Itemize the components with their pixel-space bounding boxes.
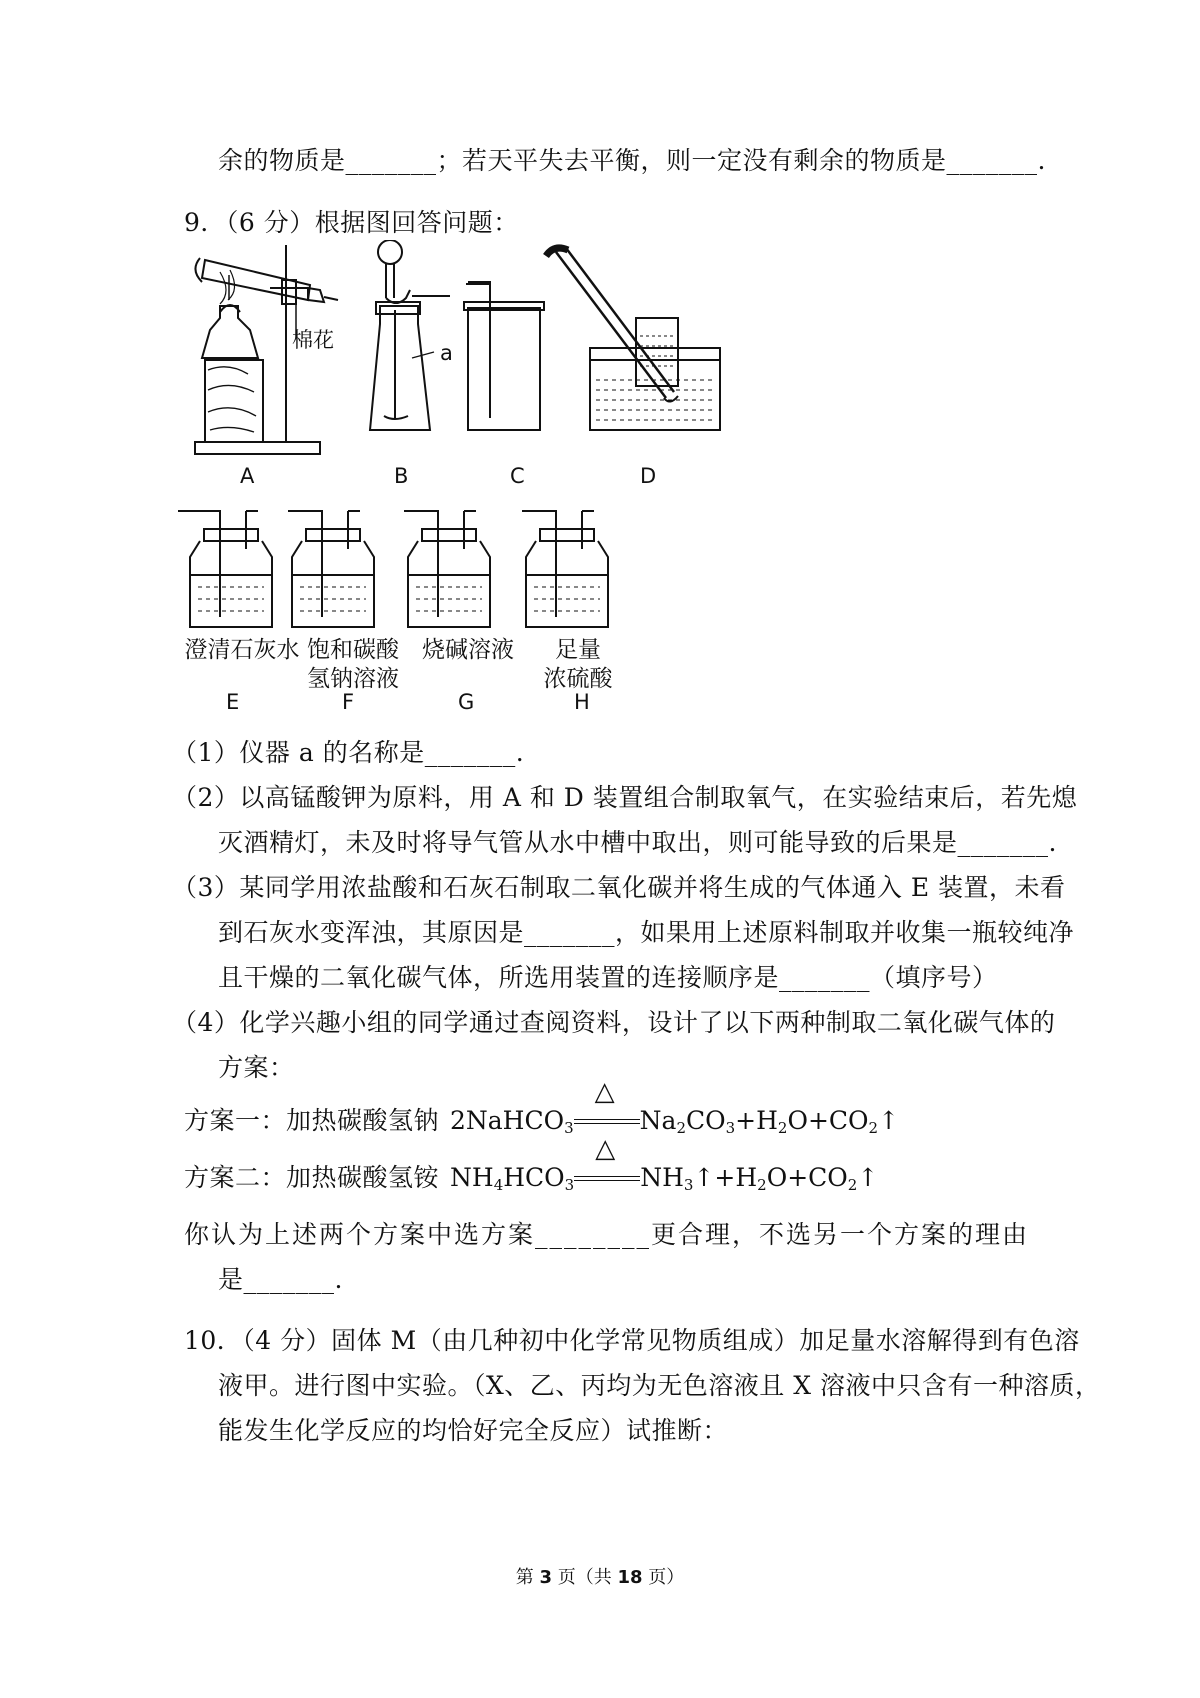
bottle-G-label: 烧碱溶液 (422, 637, 514, 663)
label-G: G (458, 690, 475, 714)
label-C: C (510, 464, 525, 488)
plan-2-equation: $NH_4HCO_3$ △ $NH_3↑+H_2O+CO_2↑$ (450, 1134, 879, 1194)
cotton-label: 棉花 (292, 328, 334, 352)
label-H: H (574, 690, 590, 714)
bottle-G (404, 511, 490, 627)
plan-2-label: 方案二：加热碳酸氢铵 (184, 1163, 440, 1192)
label-E: E (226, 690, 240, 714)
plan-1-equation: 2NaHCO$_3$ △ $Na_2CO_3+H_2O+CO_2↑$ (450, 1077, 900, 1137)
sub-question-3-line-3: 且干燥的二氧化碳气体，所选用装置的连接顺序是_______（填序号） (218, 963, 998, 992)
sub-question-4-line-1: （4）化学兴趣小组的同学通过查阅资料，设计了以下两种制取二氧化碳气体的 (172, 1008, 1056, 1037)
page-footer: 第 3 页（共 18 页） (515, 1567, 685, 1588)
sub-question-3-line-1: （3）某同学用浓盐酸和石灰石制取二氧化碳并将生成的气体通入 E 装置，未看 (172, 873, 1066, 902)
bottle-H-label: 足量 浓硫酸 (543, 637, 613, 692)
bottle-H (522, 511, 608, 627)
apparatus-C (464, 282, 544, 430)
sub-question-1: （1）仪器 a 的名称是_______. (172, 738, 525, 767)
sub-question-4-line-2: 方案： (218, 1053, 295, 1082)
sub-question-2-line-1: （2）以高锰酸钾为原料，用 A 和 D 装置组合制取氧气，在实验结束后，若先熄 (172, 783, 1078, 812)
label-B: B (394, 464, 409, 488)
question-9-heading: 9．（6 分）根据图回答问题： (184, 208, 519, 237)
conclusion-line-2: 是_______. (218, 1265, 343, 1294)
bottle-E-label: 澄清石灰水 (184, 637, 300, 663)
apparatus-B (370, 240, 450, 430)
conclusion-line-1: 你认为上述两个方案中选方案________更合理，不选另一个方案的理由 (184, 1220, 1030, 1249)
sub-question-2-line-2: 灭酒精灯，未及时将导气管从水中槽中取出，则可能导致的后果是_______. (218, 828, 1057, 857)
bottle-F (288, 511, 374, 627)
instrument-a-label: a (440, 341, 453, 365)
bottle-E (178, 511, 272, 627)
wash-bottles-figure (170, 505, 690, 635)
label-A: A (240, 464, 255, 488)
apparatus-D (546, 248, 720, 430)
question-10-line-3: 能发生化学反应的均恰好完全反应）试推断： (218, 1416, 729, 1445)
label-F: F (342, 690, 355, 714)
bottle-F-label: 饱和碳酸 氢钠溶液 (307, 637, 399, 692)
question-10-line-1: 10．（4 分）固体 M（由几种初中化学常见物质组成）加足量水溶解得到有色溶 (184, 1326, 1080, 1355)
question-10-line-2: 液甲。进行图中实验。（X、乙、丙均为无色溶液且 X 溶液中只含有一种溶质， (218, 1371, 1101, 1400)
plan-1-label: 方案一：加热碳酸氢钠 (184, 1106, 440, 1135)
text-line-1: 余的物质是_______；若天平失去平衡，则一定没有剩余的物质是_______. (218, 146, 1046, 175)
sub-question-3-line-2: 到石灰水变浑浊，其原因是_______，如果用上述原料制取并收集一瓶较纯净 (218, 918, 1075, 947)
apparatus-figure-top (190, 240, 970, 480)
label-D: D (640, 464, 657, 488)
